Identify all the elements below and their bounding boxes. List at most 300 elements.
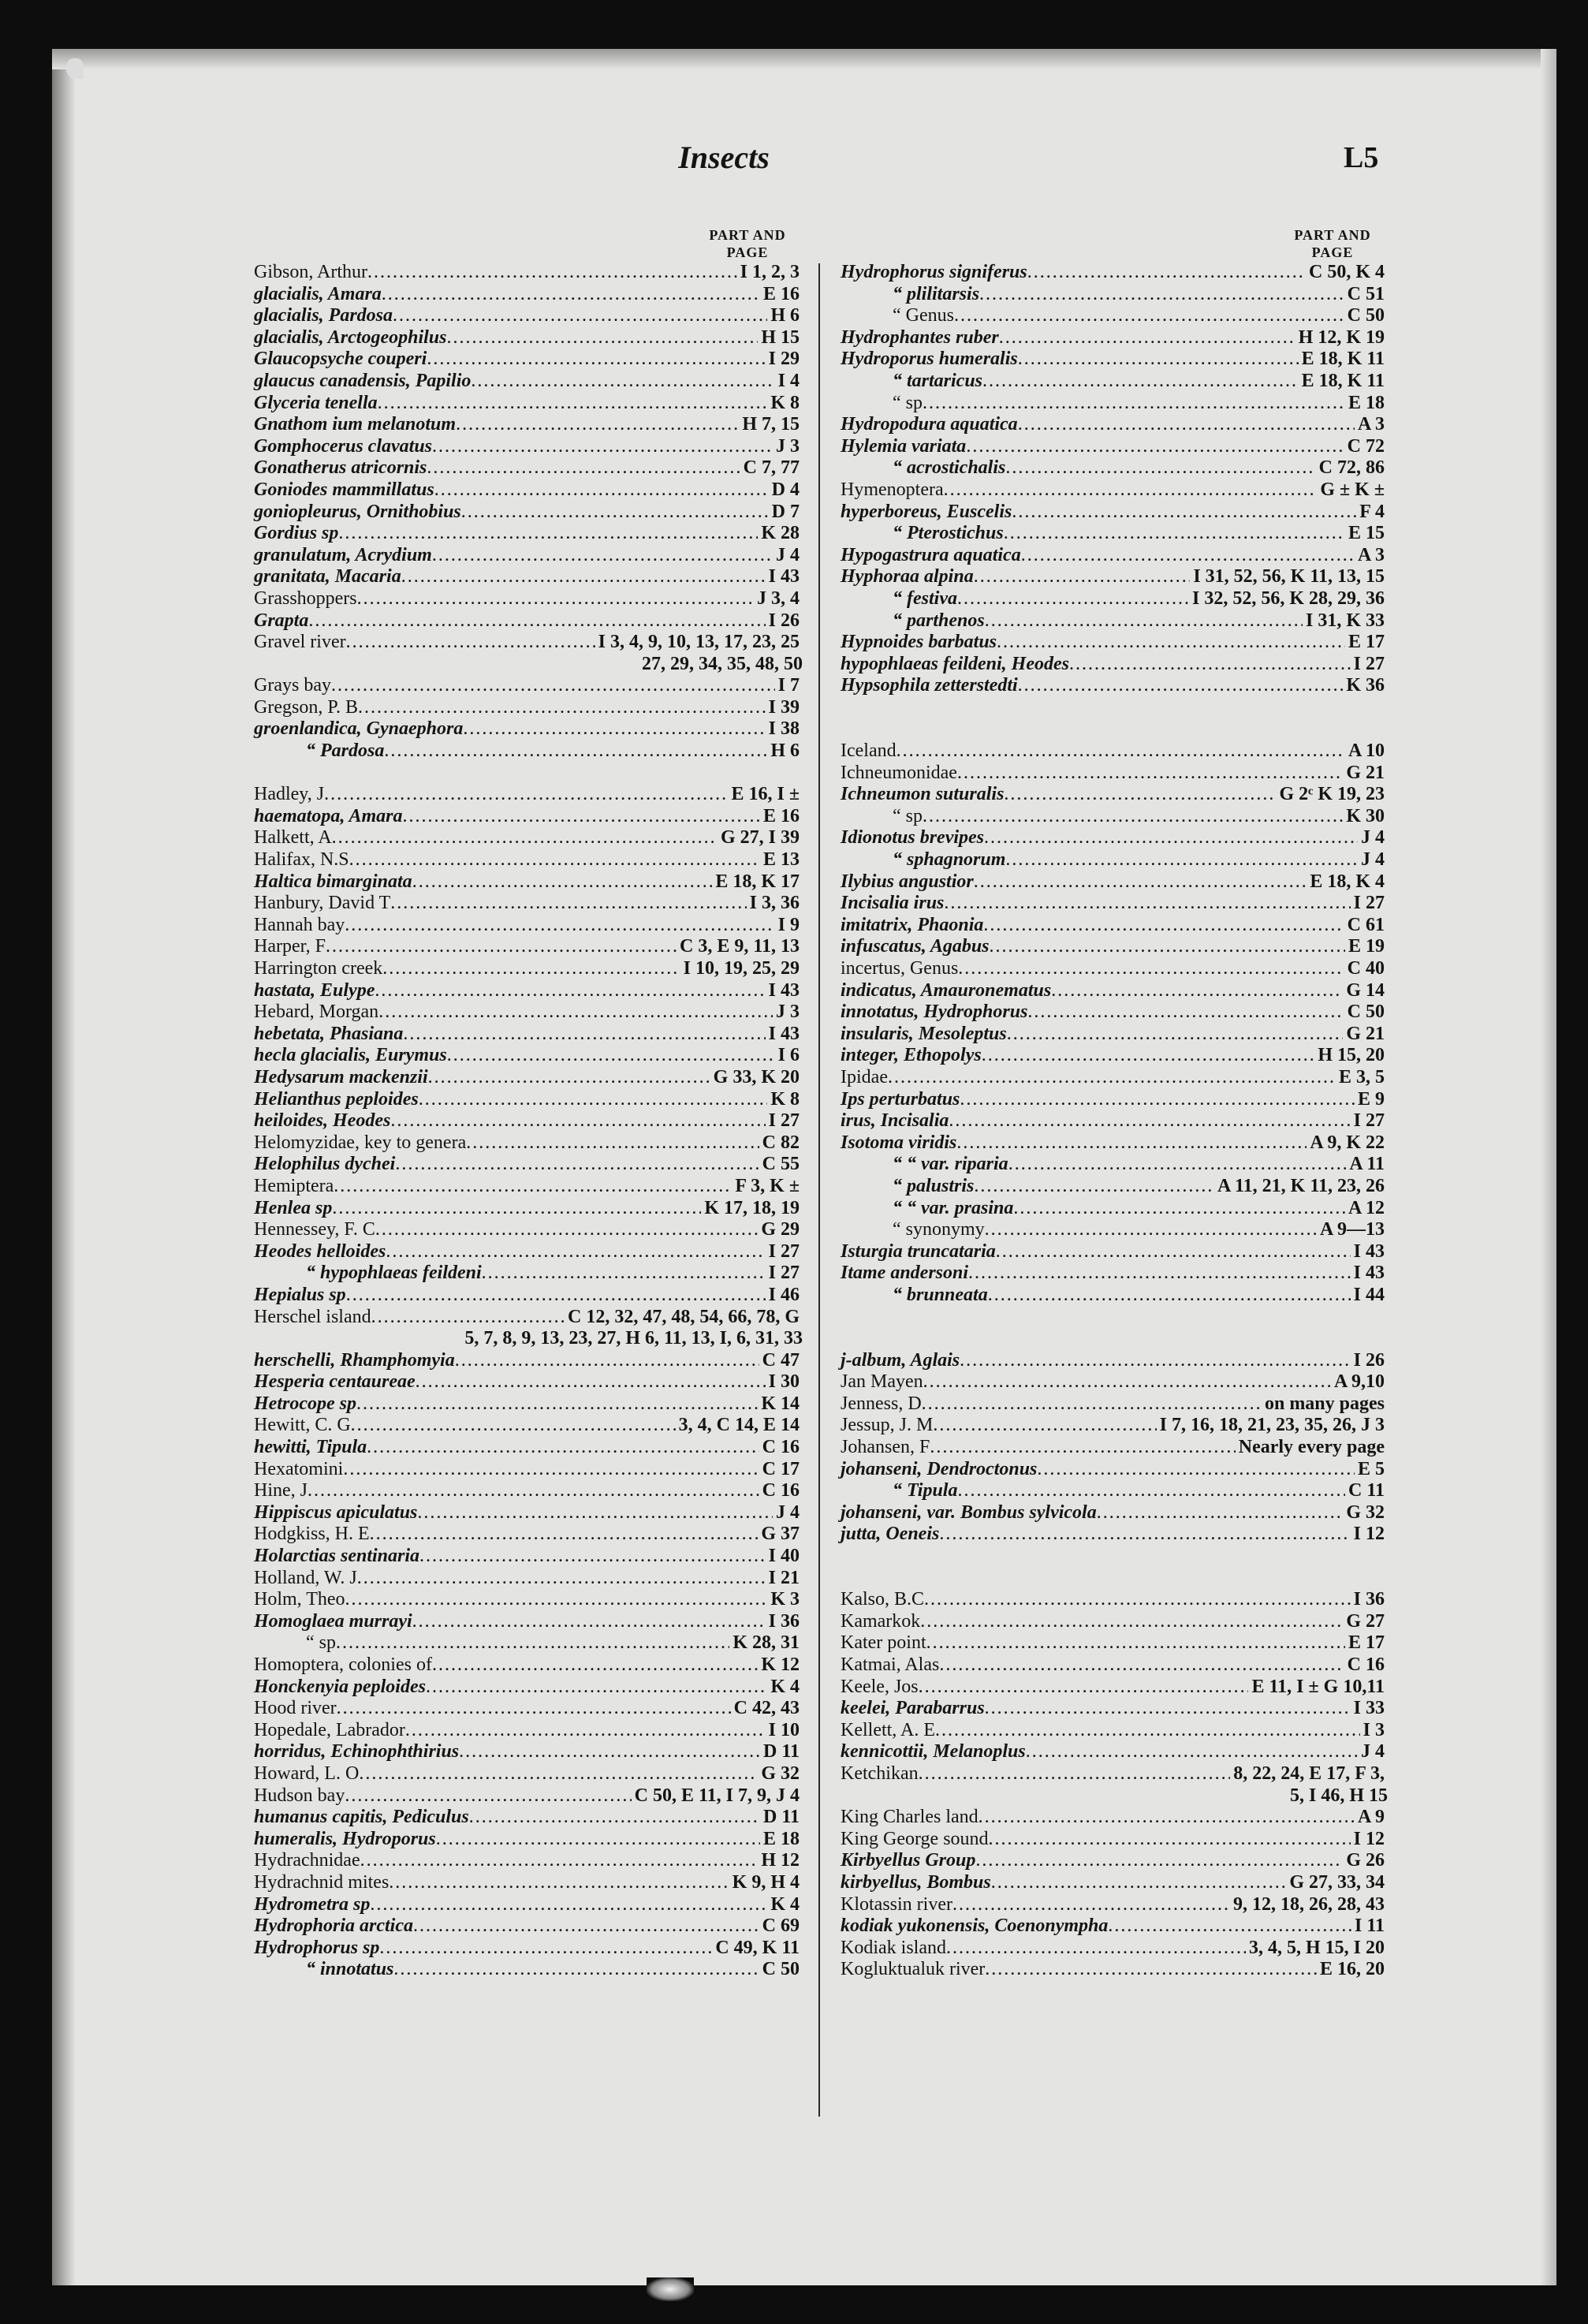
entry-name: “ Pterostichus	[893, 523, 1004, 544]
index-entry	[254, 1611, 800, 1633]
index-entry	[841, 806, 1385, 828]
entry-name: incertus, Genus	[841, 958, 959, 979]
index-entry	[841, 936, 1385, 958]
leader-dots	[1097, 1502, 1344, 1524]
index-entry	[254, 1872, 800, 1894]
index-entry	[841, 893, 1385, 915]
entry-name: Ichneumonidae	[841, 762, 957, 783]
entry-reference: G 27, 33, 34	[1289, 1871, 1385, 1893]
index-entry	[254, 1480, 800, 1502]
entry-reference: C 50	[1347, 305, 1385, 326]
index-entry	[254, 1393, 800, 1416]
section-gap	[841, 1546, 1385, 1568]
leader-dots	[957, 1480, 1345, 1502]
leader-dots	[334, 1176, 732, 1198]
entry-name: haematopa, Amara	[254, 805, 403, 826]
entry-name: Goniodes mammillatus	[254, 479, 434, 500]
entry-name: “ palustris	[893, 1175, 975, 1196]
entry-name: Hydrophantes ruber	[841, 326, 999, 348]
index-entry	[254, 958, 800, 980]
leader-dots	[1021, 545, 1355, 567]
index-entry	[841, 871, 1385, 893]
leader-dots	[979, 1807, 1355, 1829]
leader-dots	[1037, 1459, 1355, 1481]
leader-dots	[922, 1393, 1262, 1416]
entry-name: goniopleurus, Ornithobius	[254, 501, 461, 522]
leader-dots	[401, 566, 766, 588]
index-entry	[841, 1219, 1385, 1241]
leader-dots	[974, 1176, 1214, 1198]
entry-reference: G 26	[1346, 1850, 1385, 1871]
entry-reference: I 33	[1353, 1698, 1385, 1719]
entry-reference: I 11	[1354, 1916, 1385, 1937]
index-entry	[841, 1415, 1385, 1437]
leader-dots	[1018, 349, 1299, 371]
leader-dots	[351, 1415, 676, 1437]
page-right-shadow	[1541, 49, 1556, 2285]
entry-name: Hadley, J	[254, 784, 325, 805]
index-entry	[841, 588, 1385, 610]
entry-name: Gonatherus atricornis	[254, 457, 427, 479]
entry-reference: 3, 4, 5, H 15, I 20	[1248, 1937, 1385, 1958]
entry-reference: 3, 4, C 14, E 14	[678, 1415, 800, 1436]
index-entry	[254, 284, 800, 306]
entry-name: j-album, Aglais	[841, 1349, 960, 1371]
leader-dots	[1027, 262, 1306, 284]
entry-name: kirbyellus, Bombus	[841, 1871, 991, 1893]
entry-reference: A 12	[1348, 1197, 1385, 1218]
entry-reference: I 7, 16, 18, 21, 23, 35, 26, J 3	[1159, 1415, 1385, 1436]
leader-dots	[989, 1829, 1351, 1851]
column-header-line2: PAGE	[1311, 244, 1354, 260]
index-entry	[841, 1002, 1385, 1024]
entry-name: Hylemia variata	[841, 435, 967, 457]
entry-name: granitata, Macaria	[254, 566, 401, 588]
index-entry	[254, 371, 800, 393]
running-head-title: Insects	[678, 140, 770, 175]
index-entry	[254, 893, 800, 915]
leader-dots	[924, 1589, 1351, 1611]
leader-dots	[416, 1371, 766, 1393]
entry-name: Gibson, Arthur	[254, 262, 367, 282]
entry-name: Hudson bay	[254, 1785, 345, 1806]
leader-dots	[332, 1198, 701, 1220]
index-entry	[841, 1677, 1385, 1699]
entry-reference: C 50	[762, 1959, 800, 1980]
entry-name: Hewitt, C. G	[254, 1415, 351, 1436]
entry-name: Herschel island	[254, 1306, 371, 1327]
leader-dots	[419, 1546, 766, 1568]
leader-dots	[985, 610, 1303, 632]
entry-reference: C 16	[762, 1437, 800, 1458]
index-entry	[254, 1045, 800, 1067]
leader-dots	[999, 327, 1295, 349]
entry-reference: K 17, 18, 19	[704, 1197, 800, 1218]
entry-name: “ hypophlaeas feildeni	[306, 1263, 482, 1284]
entry-name: “ “ var. prasina	[893, 1197, 1014, 1218]
index-entry	[254, 632, 800, 654]
index-entry	[254, 653, 803, 676]
leader-dots	[960, 1350, 1351, 1372]
entry-name: Hanbury, David T	[254, 893, 391, 914]
entry-reference: C 3, E 9, 11, 13	[679, 936, 800, 957]
entry-name: Kellett, A. E	[841, 1719, 935, 1740]
section-gap	[841, 718, 1385, 740]
entry-name: johanseni, Dendroctonus	[841, 1458, 1038, 1479]
entry-reference: E 16	[762, 283, 800, 304]
index-entry	[254, 936, 800, 958]
index-entry	[841, 1654, 1385, 1677]
index-entry	[254, 1198, 800, 1220]
index-entry	[254, 523, 800, 545]
leader-dots	[326, 936, 677, 958]
index-entry	[254, 1589, 800, 1611]
index-entry	[841, 545, 1385, 567]
leader-dots	[991, 1872, 1287, 1894]
index-entry	[254, 1720, 800, 1742]
entry-name: Hydropodura aquatica	[841, 414, 1018, 435]
entry-name: King George sound	[841, 1828, 989, 1849]
entry-reference: A 11	[1349, 1154, 1385, 1175]
leader-dots	[975, 1850, 1343, 1872]
leader-dots	[968, 1263, 1351, 1285]
index-entry	[841, 371, 1385, 393]
leader-dots	[960, 1089, 1355, 1111]
entry-name: “ sp	[893, 392, 923, 413]
entry-name: hyperboreus, Euscelis	[841, 501, 1012, 522]
entry-name: “ sphagnorum	[893, 849, 1006, 871]
entry-name: hypophlaeas feildeni, Heodes	[841, 653, 1069, 674]
leader-dots	[379, 1938, 712, 1960]
entry-reference: C 7, 77	[743, 457, 800, 479]
leader-dots	[308, 610, 765, 632]
entry-reference: I 27	[1353, 1110, 1385, 1132]
leader-dots	[919, 1677, 1249, 1699]
leader-dots	[345, 1589, 768, 1611]
index-entry	[841, 784, 1385, 806]
entry-reference: G 32	[761, 1763, 800, 1784]
leader-dots	[346, 632, 595, 654]
entry-reference: K 8	[770, 1088, 800, 1110]
entry-reference: C 17	[762, 1458, 800, 1479]
entry-name: Hydrachnid mites	[254, 1871, 390, 1893]
entry-name: groenlandica, Gynaephora	[254, 718, 464, 740]
entry-name: Holarctias sentinaria	[254, 1546, 420, 1567]
leader-dots	[1005, 849, 1358, 871]
leader-dots	[375, 1219, 758, 1241]
entry-reference: I 39	[768, 696, 800, 718]
entry-reference: D 11	[762, 1741, 800, 1763]
entry-reference: K 36	[1346, 675, 1385, 696]
leader-dots	[469, 1807, 760, 1829]
entry-name: Itame andersoni	[841, 1263, 969, 1284]
entry-reference: I 43	[768, 566, 800, 588]
leader-dots	[1018, 675, 1344, 697]
leader-dots	[389, 1872, 729, 1894]
leader-dots	[954, 305, 1344, 327]
index-entry	[254, 1132, 800, 1155]
entry-reference: K 8	[770, 392, 800, 413]
entry-name: jutta, Oeneis	[841, 1524, 940, 1545]
leader-dots	[958, 958, 1344, 980]
leader-dots	[378, 1002, 773, 1024]
leader-dots	[920, 1611, 1343, 1633]
index-entry	[254, 545, 800, 567]
leader-dots	[382, 958, 680, 980]
entry-name: “ acrostichalis	[893, 457, 1006, 479]
leader-dots	[386, 1241, 765, 1263]
leader-dots	[982, 1045, 1315, 1067]
index-entry	[254, 305, 800, 327]
column-header-line1: PART AND	[1294, 227, 1371, 243]
entry-name: Henlea sp	[254, 1197, 333, 1218]
entry-reference: I 10, 19, 25, 29	[683, 958, 800, 979]
index-entry	[254, 1763, 800, 1785]
leader-dots	[926, 1632, 1345, 1654]
leader-dots	[957, 763, 1343, 785]
entry-name: Kirbyellus Group	[841, 1850, 976, 1871]
index-entry	[841, 1807, 1385, 1829]
leader-dots	[412, 1611, 766, 1633]
entry-reference: C 72, 86	[1318, 457, 1385, 479]
entry-reference-continued: 5, I 46, H 15	[1289, 1785, 1388, 1806]
index-entry	[254, 740, 800, 763]
index-entry	[254, 457, 800, 479]
entry-reference: C 16	[1347, 1654, 1385, 1675]
index-entry	[254, 1219, 800, 1241]
index-entry	[254, 1850, 800, 1872]
index-entry	[841, 1480, 1385, 1502]
entry-name: Grasshoppers	[254, 588, 357, 609]
leader-dots	[923, 806, 1343, 828]
leader-dots	[1005, 457, 1315, 479]
column-header-right	[1280, 226, 1385, 261]
entry-name: integer, Ethopolys	[841, 1045, 982, 1066]
entry-reference: C 50, E 11, I 7, 9, J 4	[634, 1785, 800, 1806]
entry-reference: J 3	[776, 1002, 800, 1023]
entry-reference: E 18, K 11	[1301, 370, 1385, 391]
entry-name: “ plilitarsis	[893, 283, 980, 304]
entry-name: Gordius sp	[254, 523, 339, 544]
entry-reference: I 32, 52, 56, K 28, 29, 36	[1191, 588, 1385, 609]
leader-dots	[1008, 1154, 1347, 1176]
entry-name: horridus, Echinophthirius	[254, 1741, 460, 1763]
column-divider	[818, 263, 820, 2117]
entry-name: Hypogastrura aquatica	[841, 544, 1021, 565]
entry-name: Helomyzidae, key to genera	[254, 1132, 467, 1153]
entry-name: Isturgia truncataria	[841, 1240, 996, 1262]
index-column-right	[841, 227, 1388, 1981]
page-top-shadow	[52, 49, 1556, 69]
leader-dots	[455, 1350, 759, 1372]
entry-name: Johansen, F	[841, 1437, 930, 1458]
entry-reference: D 7	[771, 501, 800, 522]
entry-name: Hypsophila zetterstedti	[841, 675, 1018, 696]
index-entry	[254, 1894, 800, 1916]
index-entry	[254, 1807, 800, 1829]
leader-dots	[343, 1459, 759, 1481]
entry-name: Hypnoides barbatus	[841, 632, 997, 653]
entry-reference: A 9	[1357, 1807, 1385, 1828]
leader-dots	[933, 1415, 1156, 1437]
index-entry	[254, 1632, 800, 1654]
entry-name: Halifax, N.S	[254, 849, 349, 871]
entry-name: Gnathom ium melanotum	[254, 414, 457, 435]
index-entry	[841, 284, 1385, 306]
entry-reference: C 40	[1347, 958, 1385, 979]
entry-name: kennicottii, Melanoplus	[841, 1741, 1026, 1763]
entry-name: indicatus, Amauronematus	[841, 979, 1052, 1001]
entry-reference: A 10	[1348, 740, 1385, 762]
leader-dots	[331, 675, 775, 697]
entry-name: glaucus canadensis, Papilio	[254, 370, 472, 391]
leader-dots	[419, 1089, 768, 1111]
entry-name: Ilybius angustior	[841, 871, 974, 892]
leader-dots	[358, 697, 766, 719]
index-entry	[254, 871, 800, 893]
entry-name: Hexatomini	[254, 1458, 344, 1479]
entry-reference: C 50	[1347, 1002, 1385, 1023]
index-entry	[841, 1698, 1385, 1720]
entry-reference: G 29	[761, 1219, 800, 1240]
index-entry	[841, 327, 1385, 349]
entry-reference: G 21	[1346, 1023, 1385, 1044]
entry-name: Ips perturbatus	[841, 1088, 960, 1110]
entry-name: Grapta	[254, 610, 309, 631]
entry-name: Katmai, Alas	[841, 1654, 940, 1675]
index-entry	[841, 1285, 1385, 1307]
leader-dots	[432, 1654, 758, 1677]
entry-name: Jan Mayen	[841, 1371, 923, 1393]
leader-dots	[456, 414, 739, 436]
leader-dots	[367, 262, 737, 284]
leader-dots	[1018, 414, 1355, 436]
entry-reference: H 6	[770, 305, 800, 326]
index-entry	[254, 915, 800, 937]
entry-name: Hodgkiss, H. E	[254, 1524, 370, 1545]
leader-dots	[974, 566, 1191, 588]
entry-name: “ festiva	[893, 588, 957, 609]
leader-dots	[957, 588, 1189, 610]
entry-name: “ innotatus	[306, 1959, 394, 1980]
entry-reference: E 17	[1348, 632, 1385, 653]
section-gap	[841, 1328, 1385, 1350]
entry-name: irus, Incisalia	[841, 1110, 949, 1132]
leader-dots	[463, 718, 765, 740]
index-entry	[254, 1241, 800, 1263]
entry-reference: E 15	[1348, 523, 1385, 544]
entry-reference: A 9—13	[1319, 1219, 1385, 1240]
entry-name: Hydrophorus sp	[254, 1937, 380, 1958]
entry-reference: E 16	[762, 805, 800, 826]
index-column-left	[254, 227, 803, 1981]
entry-reference: E 18	[762, 1828, 800, 1849]
index-entry	[841, 1350, 1385, 1372]
entry-name: innotatus, Hydrophorus	[841, 1002, 1028, 1023]
index-entry	[841, 610, 1385, 632]
entry-reference: J 4	[776, 544, 800, 565]
leader-dots	[432, 436, 773, 458]
index-entry	[254, 1829, 800, 1851]
entry-reference: J 4	[776, 1501, 800, 1523]
entry-name: Hannah bay	[254, 914, 345, 935]
entry-name: “ tartaricus	[893, 370, 983, 391]
entry-reference: I 1, 2, 3	[740, 262, 800, 282]
entry-reference: H 6	[770, 740, 800, 762]
entry-name: Ichneumon suturalis	[841, 784, 1005, 805]
entry-name: Hydroporus humeralis	[841, 349, 1018, 370]
index-entry	[254, 1176, 800, 1198]
leader-dots	[985, 1959, 1317, 1981]
entry-reference: J 3, 4	[757, 588, 800, 609]
entry-reference: I 26	[768, 610, 800, 631]
entry-reference: K 28	[761, 523, 800, 544]
entry-reference: I 7	[777, 675, 800, 696]
leader-dots	[346, 1285, 766, 1307]
leader-dots	[459, 1741, 760, 1763]
index-entry	[254, 1938, 800, 1960]
entry-reference: A 11, 21, K 11, 23, 26	[1217, 1175, 1385, 1196]
entry-name: “ synonymy	[893, 1219, 985, 1240]
index-entry	[841, 1024, 1385, 1046]
index-entry	[841, 1437, 1385, 1459]
leader-dots	[997, 632, 1345, 654]
entry-reference: 8, 22, 24, E 17, F 3,	[1233, 1763, 1385, 1784]
entry-reference: G 21	[1346, 762, 1385, 783]
leader-dots	[434, 479, 769, 502]
entry-reference: G 27	[1346, 1610, 1385, 1632]
index-entry	[254, 1959, 800, 1981]
index-entry	[254, 1350, 800, 1372]
index-entry	[841, 436, 1385, 458]
entry-reference: C 16	[762, 1480, 800, 1501]
entry-name: Hebard, Morgan	[254, 1002, 379, 1023]
column-header-line2: PAGE	[726, 244, 769, 260]
index-entry	[841, 479, 1385, 502]
index-entry	[254, 1371, 800, 1393]
entry-reference: K 9, H 4	[732, 1871, 800, 1893]
leader-dots	[428, 1067, 710, 1089]
entry-reference: G 27, I 39	[720, 827, 800, 849]
entry-name: Hine, J	[254, 1480, 308, 1501]
entry-name: Hood river	[254, 1698, 337, 1719]
leader-dots	[930, 1437, 1235, 1459]
index-entry	[254, 697, 800, 719]
index-entry	[254, 1328, 803, 1350]
entry-reference: I 4	[777, 370, 800, 391]
index-entry	[841, 1959, 1385, 1981]
entry-name: keelei, Parabarrus	[841, 1698, 985, 1719]
leader-dots	[360, 1850, 759, 1872]
index-entry	[254, 1285, 800, 1307]
entry-name: Glaucopsyche couperi	[254, 349, 427, 370]
column-header-left	[695, 226, 800, 261]
entry-reference: C 82	[762, 1132, 800, 1153]
entry-reference: E 18, K 17	[715, 871, 800, 892]
entry-name: Hemiptera	[254, 1175, 334, 1196]
leader-dots	[338, 523, 758, 545]
index-entry	[254, 1785, 800, 1807]
leader-dots	[985, 1698, 1351, 1720]
leader-dots	[939, 1524, 1350, 1546]
leader-dots	[984, 827, 1358, 849]
entry-reference: A 9, K 22	[1310, 1132, 1385, 1153]
leader-dots	[983, 915, 1344, 937]
index-entry	[254, 1677, 800, 1699]
index-entry	[254, 1502, 800, 1524]
entry-name: “ brunneata	[893, 1284, 988, 1305]
entry-name: Kamarkok	[841, 1610, 921, 1632]
